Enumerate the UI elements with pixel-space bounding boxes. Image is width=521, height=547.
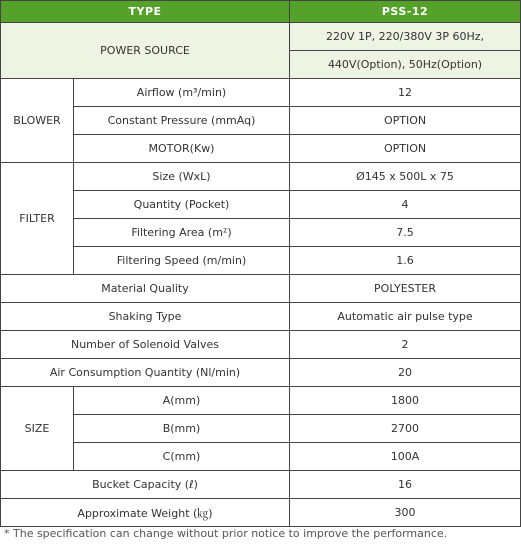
power-source-value-2: 440V(Option), 50Hz(Option): [290, 51, 521, 79]
power-source-label: POWER SOURCE: [1, 23, 290, 79]
bucket-capacity-row: [1, 471, 521, 499]
size-row: [1, 443, 521, 471]
filter-row: [1, 163, 521, 191]
air-consumption-row: [1, 359, 521, 387]
size-label: SIZE: [1, 387, 74, 471]
spec-value: 7.5: [290, 219, 521, 247]
spec-name: Quantity (Pocket): [74, 191, 290, 219]
size-row: [1, 387, 521, 415]
spec-name: Number of Solenoid Valves: [1, 331, 290, 359]
size-row: [1, 415, 521, 443]
filter-row: [1, 191, 521, 219]
spec-name: Constant Pressure (mmAq): [74, 107, 290, 135]
filter-row: [1, 219, 521, 247]
spec-name: A(mm): [74, 387, 290, 415]
spec-name: Shaking Type: [1, 303, 290, 331]
spec-value: 1800: [290, 387, 521, 415]
spec-value: POLYESTER: [290, 275, 521, 303]
spec-value: OPTION: [290, 135, 521, 163]
spec-value: Ø145 x 500L x 75: [290, 163, 521, 191]
header-row: [1, 1, 521, 23]
spec-value: 2: [290, 331, 521, 359]
approx-weight-row: [1, 499, 521, 527]
spec-name: Filtering Area (m²): [74, 219, 290, 247]
spec-name: Size (WxL): [74, 163, 290, 191]
blower-row: [1, 107, 521, 135]
power-source-value-1: 220V 1P, 220/380V 3P 60Hz,: [290, 23, 521, 51]
specification-footnote: * The specification can change without prior notice to improve the performance.: [4, 527, 448, 540]
spec-name: Airflow (m³/min): [74, 79, 290, 107]
spec-name: Approximate Weight (㎏): [1, 499, 290, 527]
spec-name: Material Quality: [1, 275, 290, 303]
type-header: TYPE: [1, 1, 290, 23]
spec-name: Filtering Speed (m/min): [74, 247, 290, 275]
solenoid-valves-row: [1, 331, 521, 359]
spec-value: 300: [290, 499, 521, 527]
blower-row: [1, 135, 521, 163]
blower-label: BLOWER: [1, 79, 74, 163]
spec-value: 100A: [290, 443, 521, 471]
spec-name: MOTOR(Kw): [74, 135, 290, 163]
spec-value: 4: [290, 191, 521, 219]
spec-value: 12: [290, 79, 521, 107]
spec-value: 16: [290, 471, 521, 499]
spec-value: 20: [290, 359, 521, 387]
material-quality-row: [1, 275, 521, 303]
spec-value: 1.6: [290, 247, 521, 275]
model-header: PSS-12: [290, 1, 521, 23]
spec-value: OPTION: [290, 107, 521, 135]
spec-name: C(mm): [74, 443, 290, 471]
spec-name: B(mm): [74, 415, 290, 443]
blower-row: [1, 79, 521, 107]
filter-row: [1, 247, 521, 275]
power-source-row: [1, 23, 521, 51]
spec-name: Air Consumption Quantity (Nl/min): [1, 359, 290, 387]
shaking-type-row: [1, 303, 521, 331]
spec-name: Bucket Capacity (ℓ): [1, 471, 290, 499]
spec-value: Automatic air pulse type: [290, 303, 521, 331]
filter-label: FILTER: [1, 163, 74, 275]
spec-value: 2700: [290, 415, 521, 443]
